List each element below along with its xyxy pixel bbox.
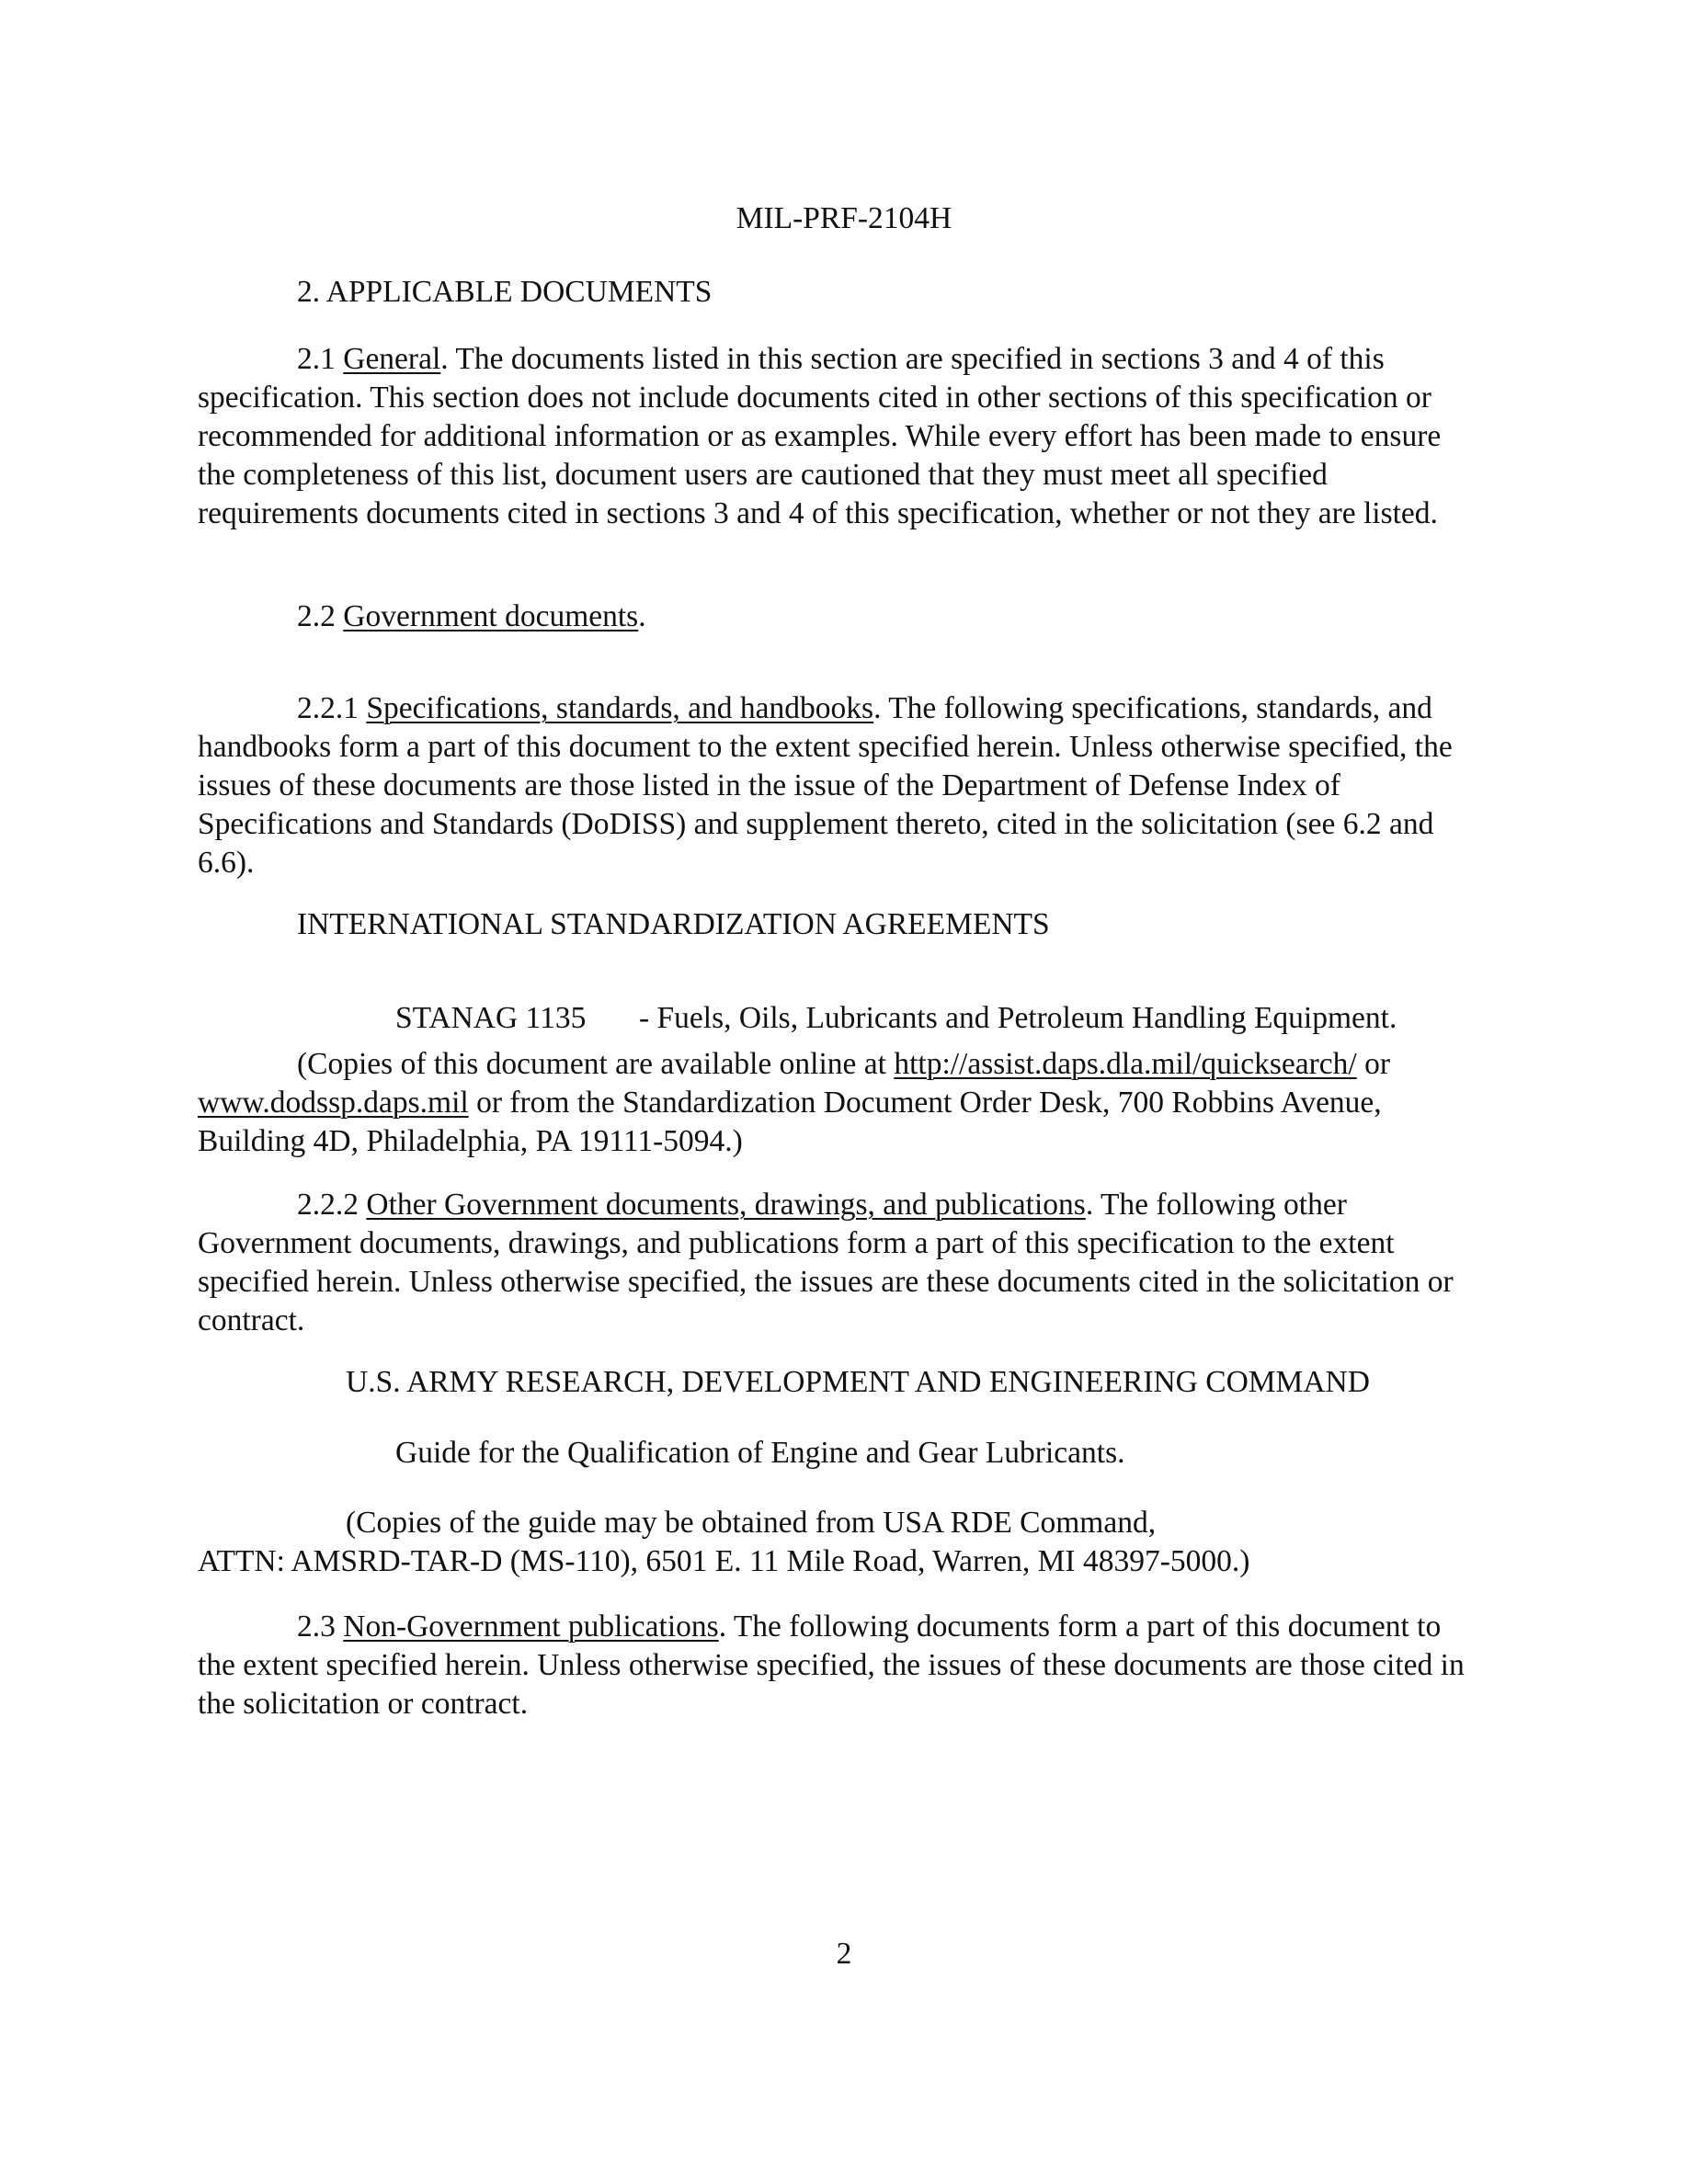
document-id-header: MIL-PRF-2104H bbox=[736, 201, 952, 235]
paragraph-2-2 bbox=[198, 597, 1485, 636]
paragraph-number: 2.2.2 bbox=[297, 1188, 359, 1222]
paragraph-2-3 bbox=[198, 1608, 1485, 1723]
paragraph-title: Non-Government publications bbox=[343, 1610, 719, 1644]
paragraph-body: . The following specifications, standards, and handbooks form a part of this document to the extent specified herein. Unless otherwise specified, the issues of these documents are those listed in the issue of the Department of Defense Index of Specifications and Standards (DoDISS) and supplement thereto, cited in the solicitation (see 6.2 and 6.6). bbox=[198, 691, 1453, 880]
paragraph-2-1 bbox=[198, 340, 1485, 533]
paragraph-suffix: . bbox=[638, 599, 646, 633]
stanag-number: STANAG 1135 bbox=[395, 1000, 587, 1035]
paragraph-title: Government documents bbox=[343, 599, 639, 633]
paragraph-number: 2.2.1 bbox=[297, 691, 359, 725]
page-number: 2 bbox=[836, 1937, 852, 1971]
section-2-heading: 2. APPLICABLE DOCUMENTS bbox=[297, 275, 713, 309]
paragraph-body: . The following other Government documents, drawings, and publications form a part of this specification to the extent specified herein. Unless otherwise specified, the issues are these documents cited in the solicitation or contract. bbox=[198, 1188, 1454, 1337]
stanag-description: - Fuels, Oils, Lubricants and Petroleum Handling Equipment. bbox=[639, 1000, 1397, 1035]
paragraph-title: General bbox=[343, 342, 441, 376]
paragraph-body: . The documents listed in this section are specified in sections 3 and 4 of this specification. This section does not include documents cited in other sections of this specification or recommended for additional information or as examples. While every effort has been made to ensure the completeness of this list, document users are cautioned that they must meet all specified requirements documents cited in sections 3 and 4 of this specification, whether or not they are listed. bbox=[198, 342, 1442, 530]
intl-agreements-heading: INTERNATIONAL STANDARDIZATION AGREEMENTS bbox=[297, 907, 1050, 941]
assist-link[interactable]: http://assist.daps.dla.mil/quicksearch/ bbox=[894, 1047, 1357, 1081]
army-command-heading: U.S. ARMY RESEARCH, DEVELOPMENT AND ENGINEERING COMMAND bbox=[346, 1365, 1370, 1399]
army-guide-title: Guide for the Qualification of Engine and Gear Lubricants. bbox=[395, 1436, 1125, 1470]
copies-note-2-line1: (Copies of the guide may be obtained from USA RDE Command, bbox=[346, 1506, 1157, 1540]
paragraph-title: Other Government documents, drawings, and publications bbox=[366, 1188, 1086, 1222]
paragraph-number: 2.2 bbox=[297, 599, 336, 633]
paragraph-2-2-2 bbox=[198, 1186, 1485, 1340]
paragraph-2-2-1 bbox=[198, 689, 1485, 882]
paragraph-number: 2.3 bbox=[297, 1610, 336, 1644]
dodssp-link[interactable]: www.dodssp.daps.mil bbox=[198, 1086, 469, 1120]
paragraph-body: . The following documents form a part of this document to the extent specified herein. Unless otherwise specified, the issues of these documents are those cited in the solicitation or contract. bbox=[198, 1610, 1465, 1721]
paragraph-number: 2.1 bbox=[297, 342, 336, 376]
copies-note-1: (Copies of this document are available online at http://assist.daps.dla.mil/quicksearch/ or www.dodssp.daps.mil or from the Standardization Document Order Desk, 700 Robbins Avenue, Building 4D, Philadelphia, PA 19111-5094.) bbox=[198, 1047, 1390, 1158]
copies-note-2-line2: ATTN: AMSRD-TAR-D (MS-110), 6501 E. 11 Mile Road, Warren, MI 48397-5000.) bbox=[198, 1544, 1250, 1578]
paragraph-title: Specifications, standards, and handbooks bbox=[366, 691, 874, 725]
stanag-entry bbox=[395, 999, 1397, 1038]
